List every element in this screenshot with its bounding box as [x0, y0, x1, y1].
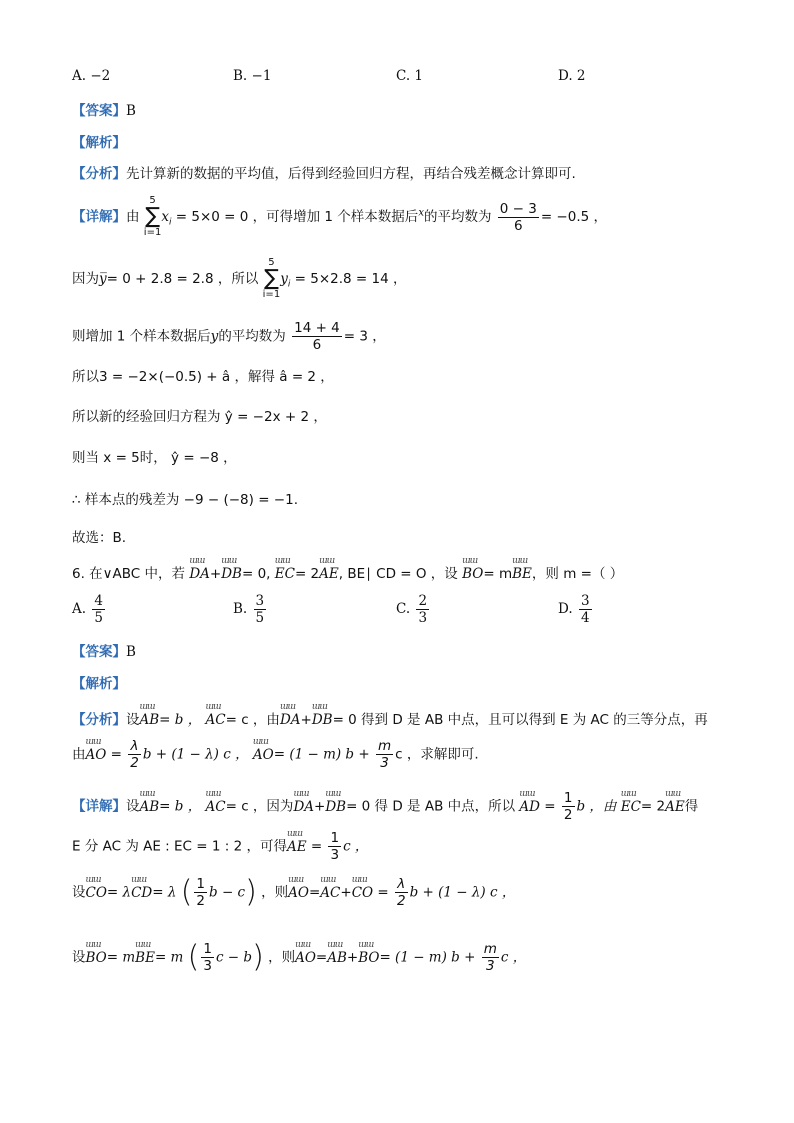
option-label: B.	[233, 601, 248, 617]
vector-AB: ɯɯ AB	[327, 950, 347, 966]
q6-analysis-heading	[72, 672, 126, 692]
var-x: x	[418, 207, 424, 219]
numerator: 3	[255, 593, 265, 609]
numerator: 14 + 4	[294, 320, 340, 336]
fenxi-line	[72, 162, 576, 182]
text: = 0,	[241, 566, 271, 582]
vector-AC: ɯɯ AC	[206, 712, 226, 728]
vector-AO: ɯɯ AO	[295, 950, 316, 966]
denominator: 2	[397, 893, 406, 909]
q6-option-b	[233, 593, 268, 626]
fraction	[328, 830, 341, 863]
fraction	[376, 738, 393, 771]
text: 由	[72, 746, 86, 763]
denominator: 5	[94, 610, 103, 626]
vector-BO: ɯɯ BO	[86, 950, 107, 966]
text: =	[308, 884, 321, 901]
text: =	[315, 949, 328, 966]
fraction	[92, 593, 105, 626]
vector-AE: ɯɯ AE	[287, 839, 307, 855]
sub-i: i	[287, 279, 291, 290]
var-y: y	[280, 271, 288, 287]
fraction	[128, 738, 141, 771]
denominator: 6	[312, 337, 322, 353]
fenxi-text: 先计算新的数据的平均值，后得到经验回归方程，再结合残差概念计算即可.	[126, 166, 576, 182]
fraction	[194, 876, 207, 909]
text: = m	[106, 949, 136, 966]
sum-bottom: i=1	[262, 289, 281, 300]
text: ，则	[261, 884, 289, 901]
var-y: y	[210, 328, 219, 345]
left-paren: (	[187, 939, 200, 975]
sum-symbol	[144, 196, 162, 238]
vector-AC: ɯɯ AC	[320, 885, 340, 901]
detail-line-4	[72, 365, 334, 385]
analysis-heading	[72, 131, 126, 151]
answer-value: B	[126, 103, 136, 119]
denominator: 6	[513, 217, 523, 234]
denominator: 2	[563, 807, 573, 823]
option-label: D.	[558, 601, 573, 617]
answer-line	[72, 99, 136, 119]
denominator: 5	[255, 610, 265, 626]
numerator: 1	[330, 830, 340, 846]
denominator: 3	[203, 958, 212, 974]
text: 6. 在∨ABC 中，若	[72, 566, 186, 582]
text: 设	[72, 949, 86, 966]
text: = (1 − m) b +	[379, 949, 476, 966]
fraction	[292, 320, 342, 353]
text: 设	[126, 712, 140, 728]
vector-DB: ɯɯ DB	[221, 566, 242, 582]
numerator: 0 − 3	[499, 200, 537, 217]
vector-AC: ɯɯ AC	[206, 799, 226, 815]
numerator: λ	[128, 738, 141, 755]
fraction	[416, 593, 429, 626]
vector-AB: ɯɯ AB	[140, 712, 160, 728]
text: = 0 得 D 是 AB 中点，所以	[346, 798, 516, 815]
text: c ，求解即可.	[395, 746, 479, 763]
q6-option-c	[396, 593, 431, 626]
vector-DB: ɯɯ DB	[312, 712, 333, 728]
option-label: C.	[396, 601, 411, 617]
text: , BE∣ CD = O ，设	[338, 566, 458, 582]
numerator: m	[377, 738, 392, 754]
sigma: ∑	[264, 266, 279, 291]
answer-tag: 【答案】	[72, 103, 126, 119]
vector-BE: ɯɯ BE	[135, 950, 155, 966]
detail-line-5	[72, 405, 327, 425]
text: +	[300, 712, 312, 728]
q6-option-d	[558, 593, 594, 626]
vector-CD: ɯɯ CD	[131, 885, 152, 901]
fraction	[395, 876, 408, 909]
expr: c − b	[215, 949, 253, 966]
fraction	[562, 790, 575, 823]
vector-EC: ɯɯ EC	[621, 799, 641, 815]
text: = m	[483, 566, 513, 582]
vector-EC: ɯɯ EC	[275, 566, 295, 582]
denominator: 2	[130, 755, 139, 771]
q6-detail-line-1: 【详解】设ɯɯ AB= b ， ɯɯ AC= c ，因为ɯɯ DA+ɯɯ DB= 0 得 D 是 AB 中点，所以 ɯɯ AD = $\frac{1}{2}$ b ，由 ɯɯ EC= 2ɯɯ AE得	[72, 790, 698, 823]
fenxi-tag: 【分析】	[72, 166, 126, 182]
text: = 5×0 = 0 ，可得增加 1 个样本数据后	[175, 209, 419, 225]
text: = 3 ，	[343, 328, 386, 345]
vector-AO: ɯɯ AO	[86, 747, 107, 763]
text: c ，	[343, 838, 369, 855]
text: = λ	[152, 884, 177, 901]
denominator: 3	[330, 847, 340, 863]
text: = b ，	[159, 712, 202, 728]
q6-answer-line	[72, 640, 136, 660]
analysis-tag: 【解析】	[72, 135, 126, 151]
vector-DA: ɯɯ DA	[280, 712, 301, 728]
text: 则当 x = 5时， ŷ = −8 ，	[72, 450, 237, 466]
q6-option-a	[72, 593, 107, 626]
text: 得	[684, 798, 699, 815]
question-6-stem	[72, 562, 623, 582]
text: 则增加 1 个样本数据后	[72, 328, 211, 345]
expr: b − c	[209, 884, 246, 901]
sum-symbol	[263, 258, 281, 300]
vector-DA: ɯɯ DA	[189, 566, 210, 582]
sum-top: 5	[268, 257, 275, 268]
text: = −0.5 ，	[540, 209, 608, 225]
text: = c ，因为	[225, 798, 294, 815]
numerator: 3	[580, 593, 590, 609]
text: 所以3 = −2×(−0.5) + â ，解得 â = 2 ，	[72, 369, 334, 385]
denominator: 2	[196, 893, 206, 909]
vector-AO: ɯɯ AO	[288, 885, 309, 901]
text: = b ，	[159, 798, 202, 815]
text: = (1 − m) b +	[273, 746, 370, 763]
sigma: ∑	[145, 204, 160, 229]
right-paren: )	[252, 939, 264, 975]
text: 的平均数为	[218, 328, 286, 345]
text: = 0 + 2.8 = 2.8 ，所以	[106, 271, 259, 287]
text: ，则 m =（ ）	[531, 566, 624, 582]
text: 因为	[72, 271, 99, 287]
text: b ，由	[576, 798, 617, 815]
text: +	[340, 884, 352, 901]
text: = 2	[294, 566, 320, 582]
text: = 2	[640, 798, 666, 815]
numerator: λ	[395, 876, 408, 893]
numerator: 1	[563, 790, 573, 806]
numerator: 4	[94, 593, 103, 609]
text: 的平均数为	[423, 209, 492, 225]
option-label: A.	[72, 601, 87, 617]
detail-line-7	[72, 488, 298, 508]
vector-BO: ɯɯ BO	[462, 566, 483, 582]
numerator: 1	[196, 876, 206, 892]
vector-DB: ɯɯ DB	[325, 799, 346, 815]
text: 由	[126, 209, 140, 225]
fraction	[498, 201, 539, 234]
option-c: C. 1	[396, 68, 424, 84]
right-paren: )	[245, 874, 257, 910]
sub-i: i	[168, 217, 172, 228]
text: = λ	[106, 884, 132, 901]
text: E 分 AC 为 AE : EC = 1 : 2 ，可得	[72, 838, 287, 855]
option-a: A. −2	[72, 68, 111, 84]
numerator: 2	[418, 593, 428, 609]
text: 设	[72, 884, 86, 901]
detail-line-3	[72, 320, 386, 353]
q6-detail-line-2: E 分 AC 为 AE : EC = 1 : 2 ，可得ɯɯ AE = $\frac{1}{3}$ c ，	[72, 830, 368, 863]
fraction	[482, 941, 499, 974]
denominator: 3	[418, 610, 428, 626]
denominator: 4	[580, 610, 590, 626]
detail-line-1	[72, 196, 607, 238]
vector-BO: ɯɯ BO	[358, 950, 379, 966]
detail-line-2	[72, 258, 406, 300]
vector-AO: ɯɯ AO	[253, 747, 274, 763]
text: 故选：B.	[72, 530, 127, 546]
option-d: D. 2	[558, 68, 586, 84]
fraction	[254, 593, 267, 626]
text: +	[209, 566, 222, 582]
detail-tag: 【详解】	[72, 798, 126, 815]
q6-detail-line-3: 设ɯɯ CO= λɯɯ CD= λ ( $\frac{1}{2}$ b − c) ，则ɯɯ AO=ɯɯ AC+ɯɯ CO = $\frac{\lambda}{2}$ b + (1 − λ) c ，	[72, 876, 515, 909]
numerator: m	[483, 941, 497, 957]
analysis-tag: 【解析】	[72, 676, 126, 692]
text: +	[346, 949, 359, 966]
detail-line-8	[72, 526, 126, 546]
fraction	[201, 941, 214, 974]
vector-AD: ɯɯ AD	[519, 799, 540, 815]
vector-AB: ɯɯ AB	[140, 799, 160, 815]
text: 所以新的经验回归方程为 ŷ = −2x + 2 ，	[72, 409, 327, 425]
text: = 5×2.8 = 14 ，	[294, 271, 407, 287]
vector-CO: ɯɯ CO	[352, 885, 373, 901]
vector-AE: ɯɯ AE	[665, 799, 685, 815]
denominator: 3	[486, 958, 495, 974]
q6-fenxi-line-2: 由ɯɯ AO = $\frac{\lambda}{2}$ b + (1 − λ) c ， ɯɯ AO= (1 − m) b + $\frac{m}{3}$ c ，求解即可.	[72, 738, 479, 771]
vector-BE: ɯɯ BE	[512, 566, 532, 582]
vector-CO: ɯɯ CO	[86, 885, 107, 901]
answer-tag: 【答案】	[72, 644, 126, 660]
detail-line-6	[72, 446, 237, 466]
option-b: B. −1	[233, 68, 272, 84]
fraction	[579, 593, 592, 626]
numerator: 1	[203, 941, 212, 957]
vector-DA: ɯɯ DA	[293, 799, 314, 815]
left-paren: (	[180, 874, 193, 910]
text: +	[314, 798, 326, 815]
detail-tag: 【详解】	[72, 209, 126, 225]
answer-value: B	[126, 644, 136, 660]
q6-fenxi-line-1	[72, 708, 708, 728]
vector-AE: ɯɯ AE	[319, 566, 339, 582]
text: b + (1 − λ) c ，	[142, 746, 249, 763]
fenxi-tag: 【分析】	[72, 712, 126, 728]
q6-detail-line-4	[72, 941, 526, 974]
sum-bottom: i=1	[143, 227, 162, 238]
text: = m	[154, 949, 184, 966]
text: = 0 得到 D 是 AB 中点，且可以得到 E 为 AC 的三等分点，再	[332, 712, 708, 728]
text: c ，	[500, 949, 527, 966]
denominator: 3	[380, 755, 389, 771]
text: ，则	[268, 949, 296, 966]
var-x: x	[161, 209, 169, 225]
y-bar: y̅	[99, 271, 107, 287]
sum-top: 5	[149, 195, 156, 206]
text: b + (1 − λ) c ，	[409, 884, 516, 901]
text: ∴ 样本点的残差为 −9 − (−8) = −1.	[72, 492, 298, 508]
text: 设	[126, 798, 140, 815]
text: = c ，由	[225, 712, 280, 728]
